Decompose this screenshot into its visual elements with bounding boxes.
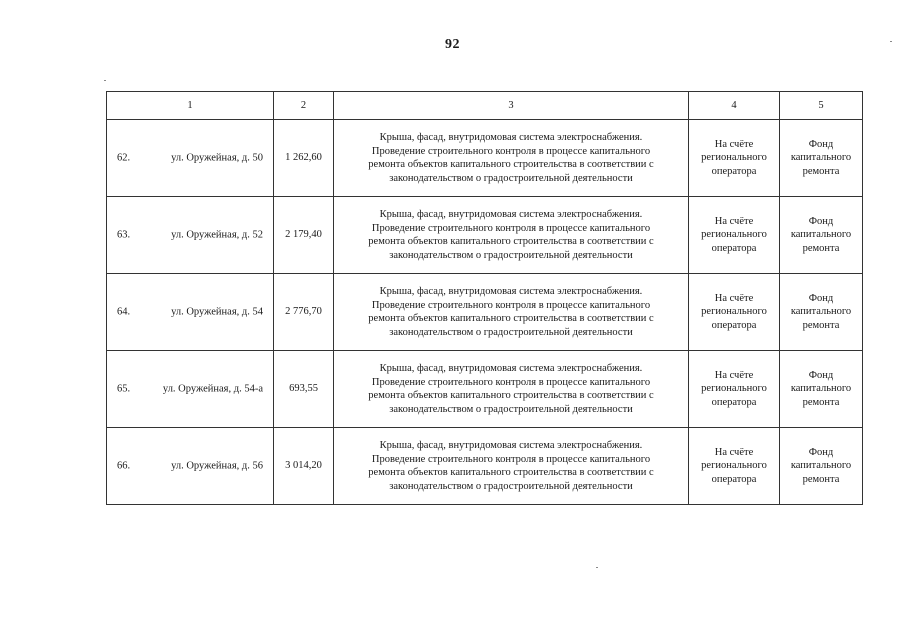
funding-source-cell [780, 120, 863, 197]
work-description-line: законодательством о градостроительной деятельности [389, 249, 633, 261]
column-number: 3 [334, 92, 689, 120]
funding-source-line: Фонд [808, 369, 834, 381]
row-number: 62. [117, 152, 131, 164]
work-description-cell [334, 351, 689, 428]
account-line: оператора [711, 473, 757, 485]
amount-cell: 2 179,40 [274, 197, 334, 274]
funding-source-line: ремонта [802, 396, 840, 408]
account-cell [689, 351, 780, 428]
funding-source-line: капитального [790, 306, 852, 318]
funding-source-line: ремонта [802, 165, 840, 177]
amount-cell: 1 262,60 [274, 120, 334, 197]
row-number: 66. [117, 460, 131, 472]
address-cell [107, 274, 274, 351]
work-description-line: законодательством о градостроительной деятельности [389, 326, 633, 338]
funding-source-line: ремонта [802, 473, 840, 485]
table-row [107, 120, 863, 197]
work-description-line: Крыша, фасад, внутридомовая система электроснабжения. [379, 363, 643, 374]
work-description-cell [334, 197, 689, 274]
page-number: 92 [445, 37, 460, 52]
scan-speck [890, 41, 892, 42]
account-line: регионального [701, 383, 767, 395]
work-description-line: ремонта объектов капитального строительства в соответствии с [368, 390, 654, 401]
work-description-cell [334, 274, 689, 351]
work-description-line: Крыша, фасад, внутридомовая система электроснабжения. [379, 440, 643, 451]
account-cell [689, 428, 780, 505]
funding-source-line: Фонд [808, 446, 834, 458]
account-line: оператора [711, 319, 757, 331]
account-cell [689, 120, 780, 197]
funding-source-cell [780, 197, 863, 274]
column-number: 2 [274, 92, 334, 120]
work-description-line: законодательством о градостроительной деятельности [389, 480, 633, 492]
work-description-line: Проведение строительного контроля в процессе капитального [371, 376, 651, 388]
work-description-line: ремонта объектов капитального строительства в соответствии с [368, 313, 654, 324]
column-number: 1 [107, 92, 274, 120]
row-number: 64. [117, 306, 131, 318]
work-description-line: Проведение строительного контроля в процессе капитального [371, 145, 651, 157]
work-description-line: Крыша, фасад, внутридомовая система электроснабжения. [379, 209, 643, 220]
account-line: регионального [701, 229, 767, 241]
account-line: На счёте [714, 292, 754, 304]
table-row [107, 197, 863, 274]
table-row [107, 428, 863, 505]
address-cell [107, 428, 274, 505]
table-row [107, 274, 863, 351]
account-line: На счёте [714, 446, 754, 458]
address-cell [107, 351, 274, 428]
funding-source-cell [780, 274, 863, 351]
funding-source-line: капитального [790, 460, 852, 472]
account-cell [689, 197, 780, 274]
address-cell [107, 197, 274, 274]
funding-source-line: Фонд [808, 292, 834, 304]
work-description-line: Проведение строительного контроля в процессе капитального [371, 299, 651, 311]
address-cell [107, 120, 274, 197]
building-address: ул. Оружейная, д. 54-а [162, 383, 263, 395]
amount-cell: 693,55 [274, 351, 334, 428]
scan-speck [104, 80, 106, 81]
work-description-line: Проведение строительного контроля в процессе капитального [371, 453, 651, 465]
account-line: регионального [701, 460, 767, 472]
amount-cell: 3 014,20 [274, 428, 334, 505]
account-cell [689, 274, 780, 351]
funding-source-line: капитального [790, 152, 852, 164]
account-line: На счёте [714, 138, 754, 150]
account-line: На счёте [714, 215, 754, 227]
column-number: 4 [689, 92, 780, 120]
funding-source-cell [780, 428, 863, 505]
funding-source-line: ремонта [802, 242, 840, 254]
work-description-line: Крыша, фасад, внутридомовая система электроснабжения. [379, 286, 643, 297]
work-description-cell [334, 428, 689, 505]
building-address: ул. Оружейная, д. 50 [171, 152, 263, 164]
funding-source-cell [780, 351, 863, 428]
work-description-cell [334, 120, 689, 197]
funding-source-line: Фонд [808, 138, 834, 150]
scan-speck [596, 567, 598, 568]
account-line: регионального [701, 306, 767, 318]
work-description-line: ремонта объектов капитального строительства в соответствии с [368, 236, 654, 247]
work-description-line: законодательством о градостроительной деятельности [389, 403, 633, 415]
account-line: оператора [711, 396, 757, 408]
account-line: На счёте [714, 369, 754, 381]
column-number-row [107, 92, 863, 120]
row-number: 65. [117, 383, 131, 395]
work-description-line: законодательством о градостроительной деятельности [389, 172, 633, 184]
table-row [107, 351, 863, 428]
work-description-line: Крыша, фасад, внутридомовая система электроснабжения. [379, 132, 643, 143]
building-address: ул. Оружейная, д. 56 [171, 460, 263, 472]
account-line: оператора [711, 165, 757, 177]
funding-source-line: капитального [790, 229, 852, 241]
work-description-line: ремонта объектов капитального строительства в соответствии с [368, 159, 654, 170]
work-description-line: ремонта объектов капитального строительства в соответствии с [368, 467, 654, 478]
row-number: 63. [117, 229, 131, 241]
funding-source-line: капитального [790, 383, 852, 395]
account-line: регионального [701, 152, 767, 164]
repair-program-table [106, 91, 863, 505]
building-address: ул. Оружейная, д. 52 [171, 229, 263, 241]
amount-cell: 2 776,70 [274, 274, 334, 351]
account-line: оператора [711, 242, 757, 254]
funding-source-line: ремонта [802, 319, 840, 331]
building-address: ул. Оружейная, д. 54 [171, 306, 263, 318]
funding-source-line: Фонд [808, 215, 834, 227]
work-description-line: Проведение строительного контроля в процессе капитального [371, 222, 651, 234]
column-number: 5 [780, 92, 863, 120]
